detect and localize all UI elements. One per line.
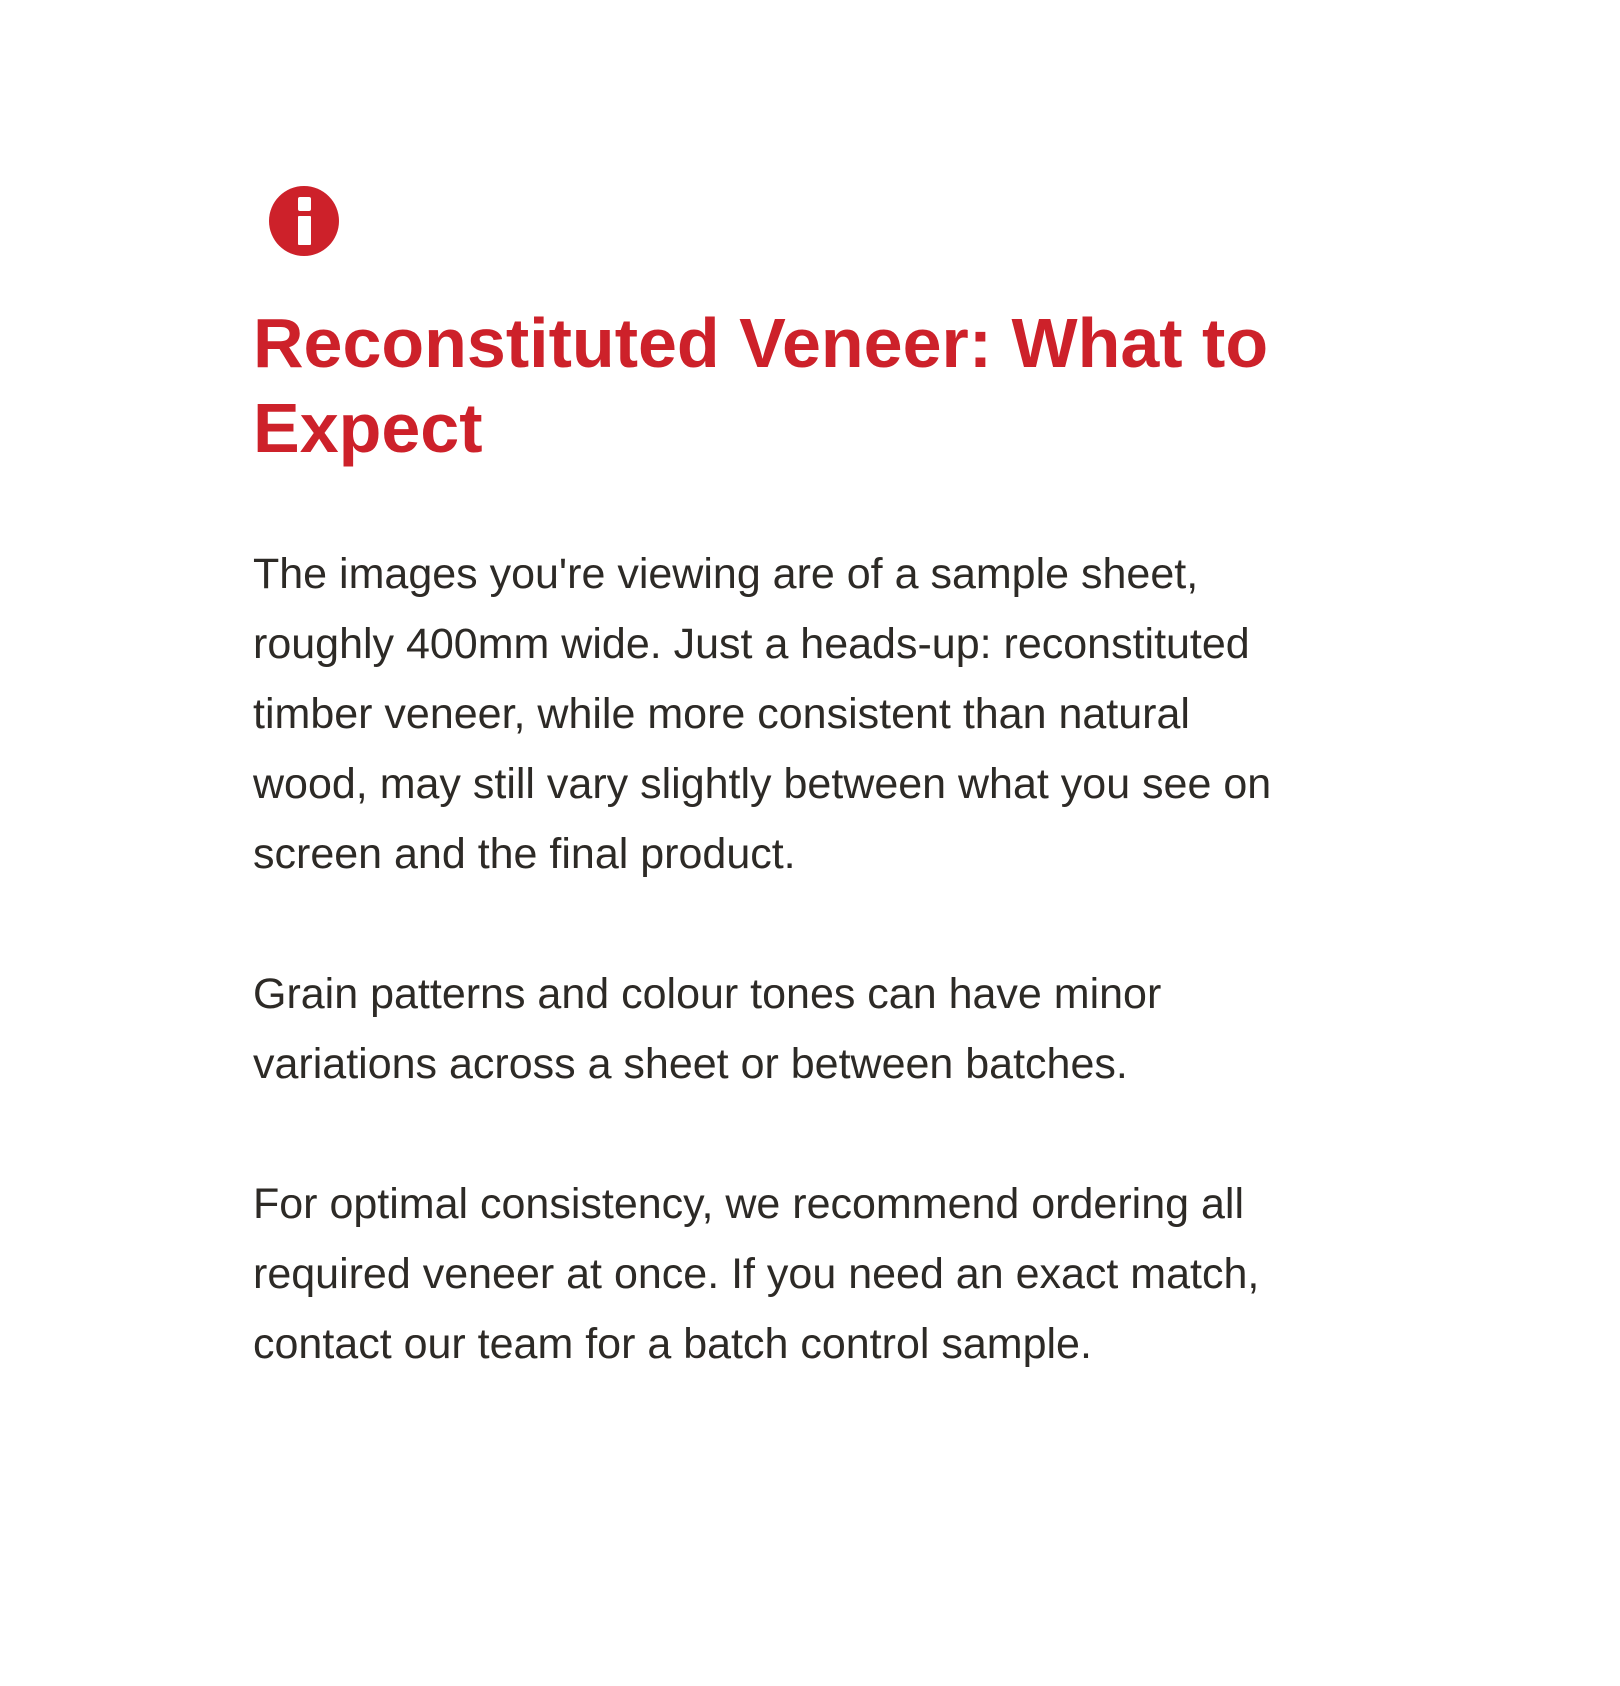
body-copy	[253, 539, 1303, 1379]
body-paragraph: Grain patterns and colour tones can have minor variations across a sheet or between batches.	[253, 970, 1162, 1088]
info-icon	[269, 186, 339, 256]
info-section	[253, 186, 1303, 1379]
body-paragraph: The images you're viewing are of a sample sheet, roughly 400mm wide. Just a heads-up: reconstituted timber veneer, while more consistent than natural wood, may still vary slightly between what you see on screen and the final product.	[253, 550, 1272, 878]
body-paragraph: For optimal consistency, we recommend ordering all required veneer at once. If you need an exact match, contact our team for a batch control sample.	[253, 1180, 1260, 1368]
info-icon-stem	[298, 216, 311, 245]
page-title: Reconstituted Veneer: What to Expect	[253, 304, 1269, 467]
info-icon-dot	[298, 197, 311, 211]
